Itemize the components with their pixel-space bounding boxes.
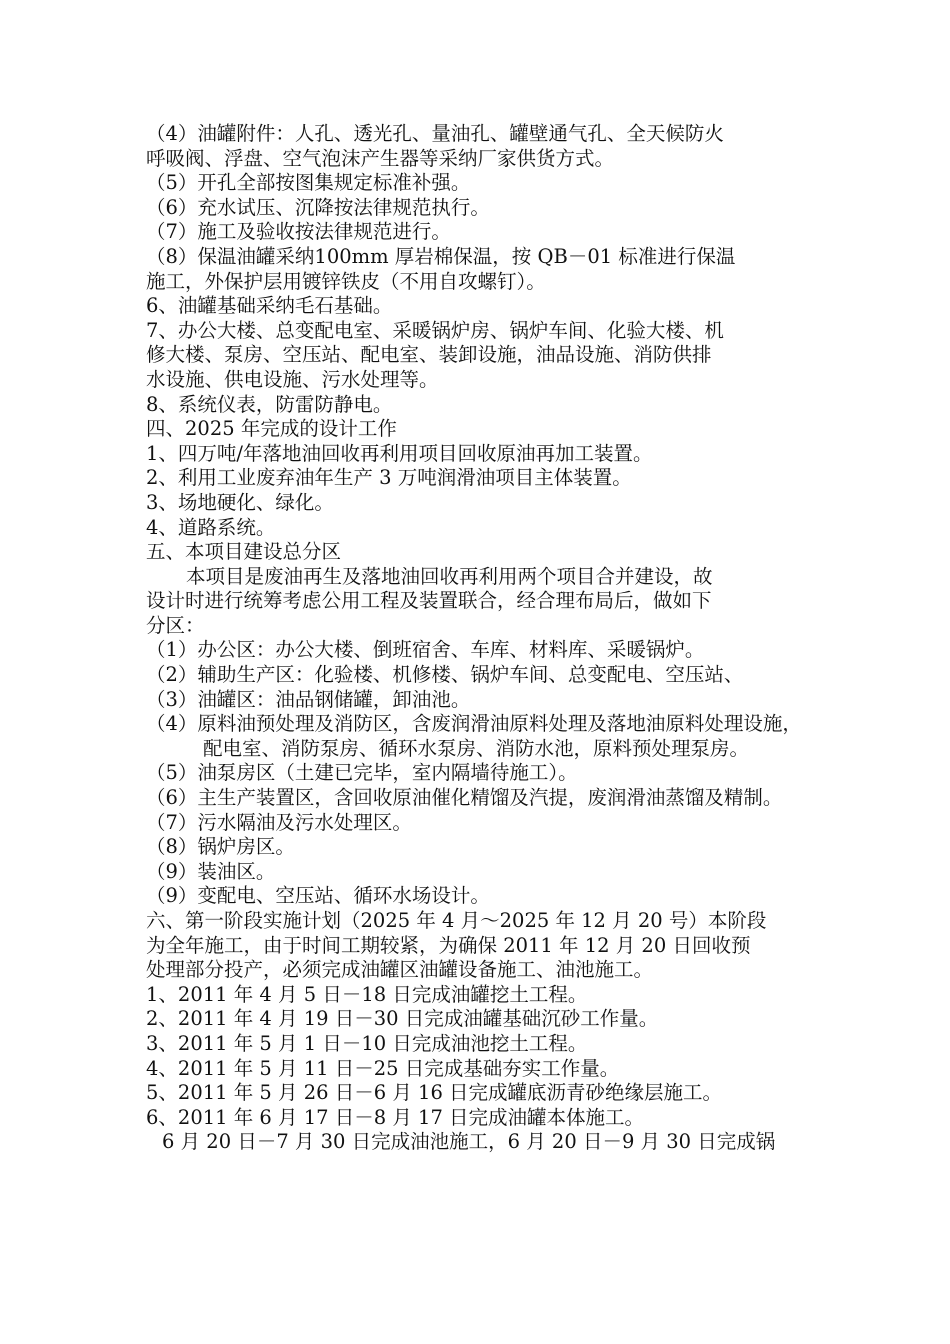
list-item: （9）装油区。 bbox=[146, 859, 276, 883]
text-line: 6、油罐基础采纳毛石基础。 bbox=[146, 294, 393, 318]
section-heading: 五、本项目建设总分区 bbox=[146, 540, 342, 564]
text-line: 3、2011 年 5 月 1 日－10 日完成油池挖土工程。 bbox=[146, 1031, 588, 1055]
text-line: 4、2011 年 5 月 11 日－25 日完成基础夯实工作量。 bbox=[146, 1056, 620, 1080]
list-item: （6）主生产装置区，含回收原油催化精馏及汽提，废润滑油蒸馏及精制。 bbox=[146, 786, 783, 810]
text-line: （8）保温油罐采纳100mm 厚岩棉保温，按 QB－01 标准进行保温 bbox=[146, 244, 736, 268]
text-line: 1、2011 年 4 月 5 日－18 日完成油罐挖土工程。 bbox=[146, 982, 588, 1006]
text-line: 分区： bbox=[146, 613, 205, 637]
text-line: 4、道路系统。 bbox=[146, 515, 276, 539]
text-line: 2、利用工业废弃油年生产 3 万吨润滑油项目主体装置。 bbox=[146, 466, 632, 490]
section-heading: 六、第一阶段实施计划（2025 年 4 月～2025 年 12 月 20 号）本阶段 bbox=[146, 909, 767, 932]
text-line: （5）开孔全部按图集规定标准补强。 bbox=[146, 171, 471, 195]
text-line: 6、2011 年 6 月 17 日－8 月 17 日完成油罐本体施工。 bbox=[146, 1105, 645, 1129]
text-line: 7、办公大楼、总变配电室、采暖锅炉房、锅炉车间、化验大楼、机 bbox=[146, 318, 724, 342]
text-line: （7）施工及验收按法律规范进行。 bbox=[146, 220, 451, 244]
list-item: （1）办公区：办公大楼、倒班宿舍、车库、材料库、采暖锅炉。 bbox=[146, 638, 705, 662]
section-heading: 四、2025 年完成的设计工作 bbox=[146, 417, 397, 441]
text-line: 1、四万吨/年落地油回收再利用项目回收原油再加工装置。 bbox=[146, 441, 653, 465]
list-item: （5）油泵房区（土建已完毕，室内隔墙待施工）。 bbox=[146, 761, 578, 785]
text-line: 处理部分投产，必须完成油罐区油罐设备施工、油池施工。 bbox=[146, 958, 654, 982]
text-line: 5、2011 年 5 月 26 日－6 月 16 日完成罐底沥青砂绝缘层施工。 bbox=[146, 1081, 723, 1105]
text-line: 3、场地硬化、绿化。 bbox=[146, 490, 334, 514]
list-item: （4）原料油预处理及消防区，含废润滑油原料处理及落地油原料处理设施，配电室、消防泵房、循环水泵房、消防水池，原料预处理泵房。 bbox=[146, 712, 802, 760]
list-item: （2）辅助生产区：化验楼、机修楼、锅炉车间、总变配电、空压站、 bbox=[146, 663, 744, 687]
text-line: 水设施、供电设施、污水处理等。 bbox=[146, 367, 439, 391]
list-item: （3）油罐区：油品钢储罐，卸油池。 bbox=[146, 687, 471, 711]
document-page bbox=[146, 122, 816, 1155]
list-item: （9）变配电、空压站、循环水场设计。 bbox=[146, 884, 490, 908]
text-line: 2、2011 年 4 月 19 日－30 日完成油罐基础沉砂工作量。 bbox=[146, 1007, 659, 1031]
text-line: 设计时进行统筹考虑公用工程及装置联合，经合理布局后，做如下 bbox=[146, 589, 712, 613]
paragraph-first-line: 6 月 20 日－7 月 30 日完成油池施工，6 月 20 日－9 月 30 日完成锅 bbox=[162, 1130, 776, 1154]
list-item: （7）污水隔油及污水处理区。 bbox=[146, 810, 412, 834]
text-line: 修大楼、泵房、空压站、配电室、装卸设施，油品设施、消防供排 bbox=[146, 343, 712, 367]
text-line: 呼吸阀、浮盘、空气泡沫产生器等采纳厂家供货方式。 bbox=[146, 146, 615, 170]
text-line: （4）油罐附件：人孔、透光孔、量油孔、罐壁通气孔、全天候防火 bbox=[146, 122, 724, 145]
text-line: （6）充水试压、沉降按法律规范执行。 bbox=[146, 195, 490, 219]
list-item: （8）锅炉房区。 bbox=[146, 835, 295, 859]
text-line: 施工，外保护层用镀锌铁皮（不用自攻螺钉）。 bbox=[146, 269, 546, 293]
paragraph-first-line: 本项目是废油再生及落地油回收再利用两个项目合并建设，故 bbox=[186, 564, 713, 588]
text-line: 8、系统仪表，防雷防静电。 bbox=[146, 392, 393, 416]
text-line: 为全年施工，由于时间工期较紧，为确保 2011 年 12 月 20 日回收预 bbox=[146, 933, 751, 957]
